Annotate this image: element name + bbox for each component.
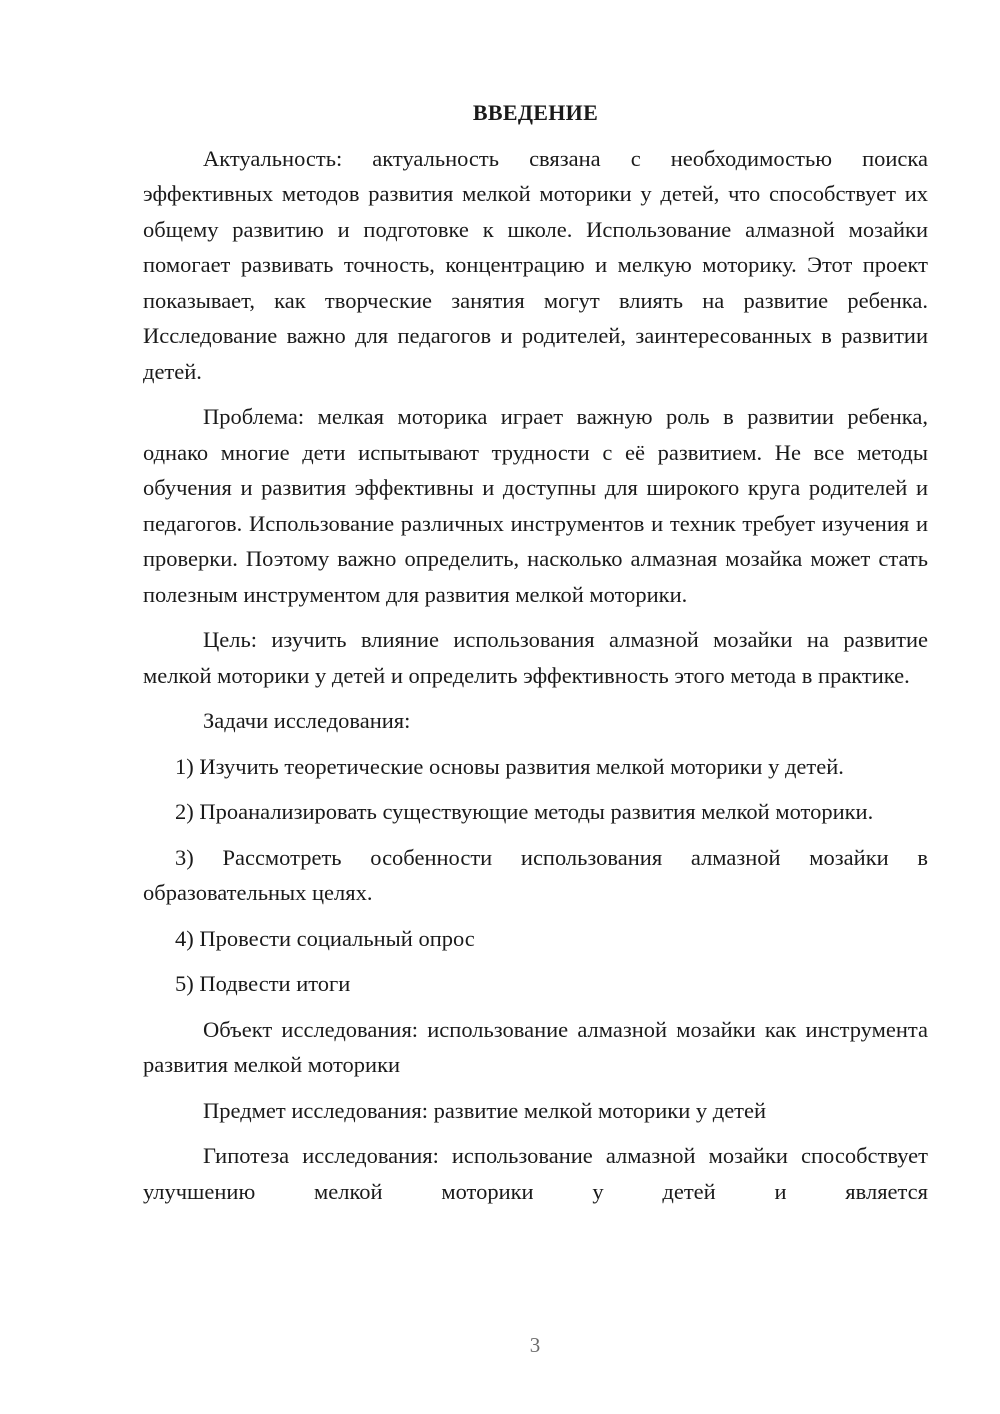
task-item-3: 3) Рассмотреть особенности использования алмазной мозайки в образовательных целях. <box>143 844 928 905</box>
task-item-2: 2) Проанализировать существующие методы развития мелкой моторики. <box>175 799 874 824</box>
task-item-1: 1) Изучить теоретические основы развития мелкой моторики у детей. <box>175 753 844 779</box>
page-number: 3 <box>529 1333 541 1357</box>
page-title: ВВЕДЕНИЕ <box>472 100 599 125</box>
problem-paragraph: Проблема: мелкая моторика играет важную роль в развитии ребенка, однако многие дети испытывают трудности с её развитием. Не все методы обучения и развития эффективны и доступны для широкого круга родителей и педагогов. Использование различных инструментов и техник требует изучения и проверки. Поэтому важно определить, насколько алмазная мозайка может стать полезным инструментом для развития мелкой моторики. <box>143 404 928 607</box>
tasks-heading: Задачи исследования: <box>203 708 411 733</box>
relevance-paragraph: Актуальность: актуальность связана с необходимостью поиска эффективных методов развития мелкой моторики у детей, что способствует их общему развитию и подготовке к школе. Использование алмазной мозайки помогает развивать точность, концентрацию и мелкую моторику. Этот проект показывает, как творческие занятия могут влиять на развитие ребенка. Исследование важно для педагогов и родителей, заинтересованных в развитии детей. <box>143 145 928 384</box>
document-page <box>143 95 928 1219</box>
object-paragraph: Объект исследования: использование алмазной мозайки как инструмента развития мелкой моторики <box>143 1016 928 1077</box>
task-item-4: 4) Провести социальный опрос <box>175 925 475 951</box>
hypothesis-paragraph: Гипотеза исследования: использование алмазной мозайки способствует улучшению мелкой моторики у детей и является <box>143 1143 928 1204</box>
subject-paragraph: Предмет исследования: развитие мелкой моторики у детей <box>203 1097 767 1123</box>
goal-paragraph: Цель: изучить влияние использования алмазной мозайки на развитие мелкой моторики у детей и определить эффективность этого метода в практике. <box>143 627 928 688</box>
task-item-5: 5) Подвести итоги <box>175 971 351 996</box>
